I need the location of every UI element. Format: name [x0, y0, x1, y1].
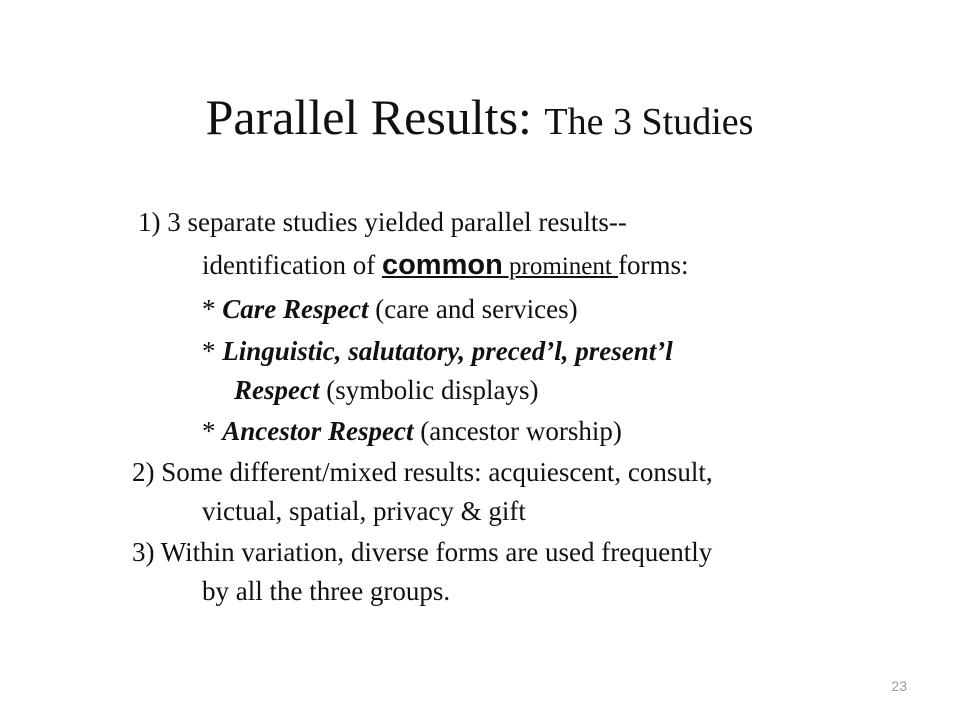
forms-word: forms: [618, 250, 689, 280]
bullet-ancestor-respect [202, 414, 622, 448]
bullet-care-respect-term: Care Respect [222, 294, 369, 324]
prominent-word: prominent [502, 253, 619, 280]
point-1-prefix: identification of [202, 250, 382, 280]
point-2-line-2: victual, spatial, privacy & gift [202, 496, 526, 526]
bullet-linguistic-continuation [234, 373, 538, 407]
point-3-line-1: 3) Within variation, diverse forms are used frequently [132, 537, 713, 567]
title-main: Parallel Results: [205, 89, 545, 145]
title-subtitle: The 3 Studies [544, 101, 754, 143]
bullet-star: * [202, 336, 223, 366]
bullet-star: * [202, 416, 223, 446]
point-3-line-2: by all the three groups. [202, 576, 451, 606]
bullet-linguistic-respect [202, 334, 673, 368]
bullet-ancestor-desc: (ancestor worship) [413, 416, 622, 446]
bullet-care-respect [202, 292, 578, 326]
bullet-linguistic-term: Linguistic, salutatory, preced’l, present’l [222, 336, 673, 366]
bullet-linguistic-respect-term: Respect [234, 375, 320, 405]
bullet-star: * [202, 294, 223, 324]
point-1-line-1: 1) 3 separate studies yielded parallel results-- [138, 207, 627, 237]
common-word: common [381, 249, 503, 281]
slide-title [0, 88, 959, 146]
bullet-care-respect-desc: (care and services) [368, 294, 578, 324]
bullet-linguistic-desc: (symbolic displays) [319, 375, 539, 405]
point-2-line-1: 2) Some different/mixed results: acquiescent, consult, [132, 457, 713, 487]
point-1-line-2 [202, 248, 689, 284]
bullet-ancestor-term: Ancestor Respect [222, 416, 414, 446]
page-number: 23 [891, 678, 907, 694]
